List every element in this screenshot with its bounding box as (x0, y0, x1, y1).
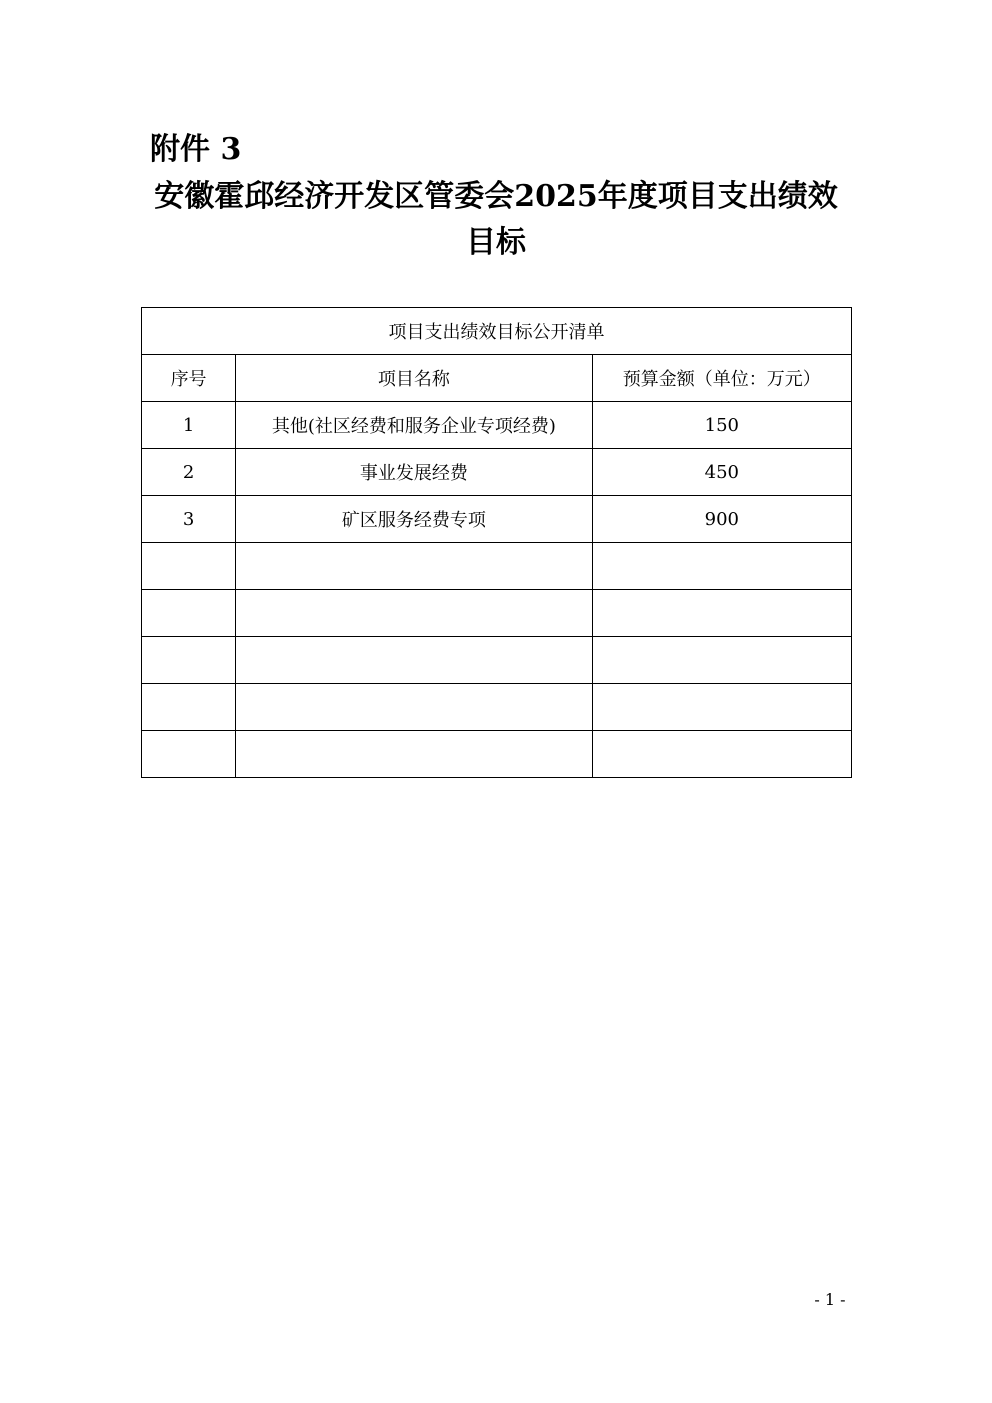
cell-seq: 1 (142, 402, 236, 449)
page-number: - 1 - (814, 1290, 846, 1309)
cell-project-name: 事业发展经费 (236, 449, 592, 496)
table-row (142, 590, 852, 637)
cell-project-name: 矿区服务经费专项 (236, 496, 592, 543)
cell-seq: 3 (142, 496, 236, 543)
cell-seq: 2 (142, 449, 236, 496)
cell-project-name (236, 684, 592, 731)
table-header-row (142, 355, 852, 402)
table-row (142, 684, 852, 731)
cell-budget-amount: 450 (592, 449, 851, 496)
column-header-seq: 序号 (142, 355, 236, 402)
table-caption-row (142, 308, 852, 355)
cell-budget-amount: 150 (592, 402, 851, 449)
table-row (142, 637, 852, 684)
cell-seq (142, 543, 236, 590)
document-title-line-2: 目标 (466, 225, 526, 260)
table-row (142, 543, 852, 590)
cell-budget-amount (592, 590, 851, 637)
cell-project-name (236, 543, 592, 590)
cell-project-name (236, 637, 592, 684)
cell-seq (142, 731, 236, 778)
table-row (142, 449, 852, 496)
cell-seq (142, 590, 236, 637)
cell-budget-amount (592, 543, 851, 590)
cell-budget-amount (592, 637, 851, 684)
cell-seq (142, 684, 236, 731)
cell-project-name (236, 731, 592, 778)
document-title-line-1: 安徽霍邱经济开发区管委会2025年度项目支出绩效 (154, 179, 838, 214)
table-row (142, 402, 852, 449)
cell-project-name: 其他(社区经费和服务企业专项经费) (236, 402, 592, 449)
table-caption: 项目支出绩效目标公开清单 (142, 308, 852, 355)
column-header-budget-amount: 预算金额（单位：万元） (592, 355, 851, 402)
table-row (142, 731, 852, 778)
cell-project-name (236, 590, 592, 637)
cell-budget-amount: 900 (592, 496, 851, 543)
column-header-project-name: 项目名称 (236, 355, 592, 402)
cell-budget-amount (592, 684, 851, 731)
table-row (142, 496, 852, 543)
budget-table (141, 307, 852, 778)
document-title (140, 174, 852, 266)
cell-seq (142, 637, 236, 684)
cell-budget-amount (592, 731, 851, 778)
attachment-label: 附件 3 (150, 132, 242, 167)
